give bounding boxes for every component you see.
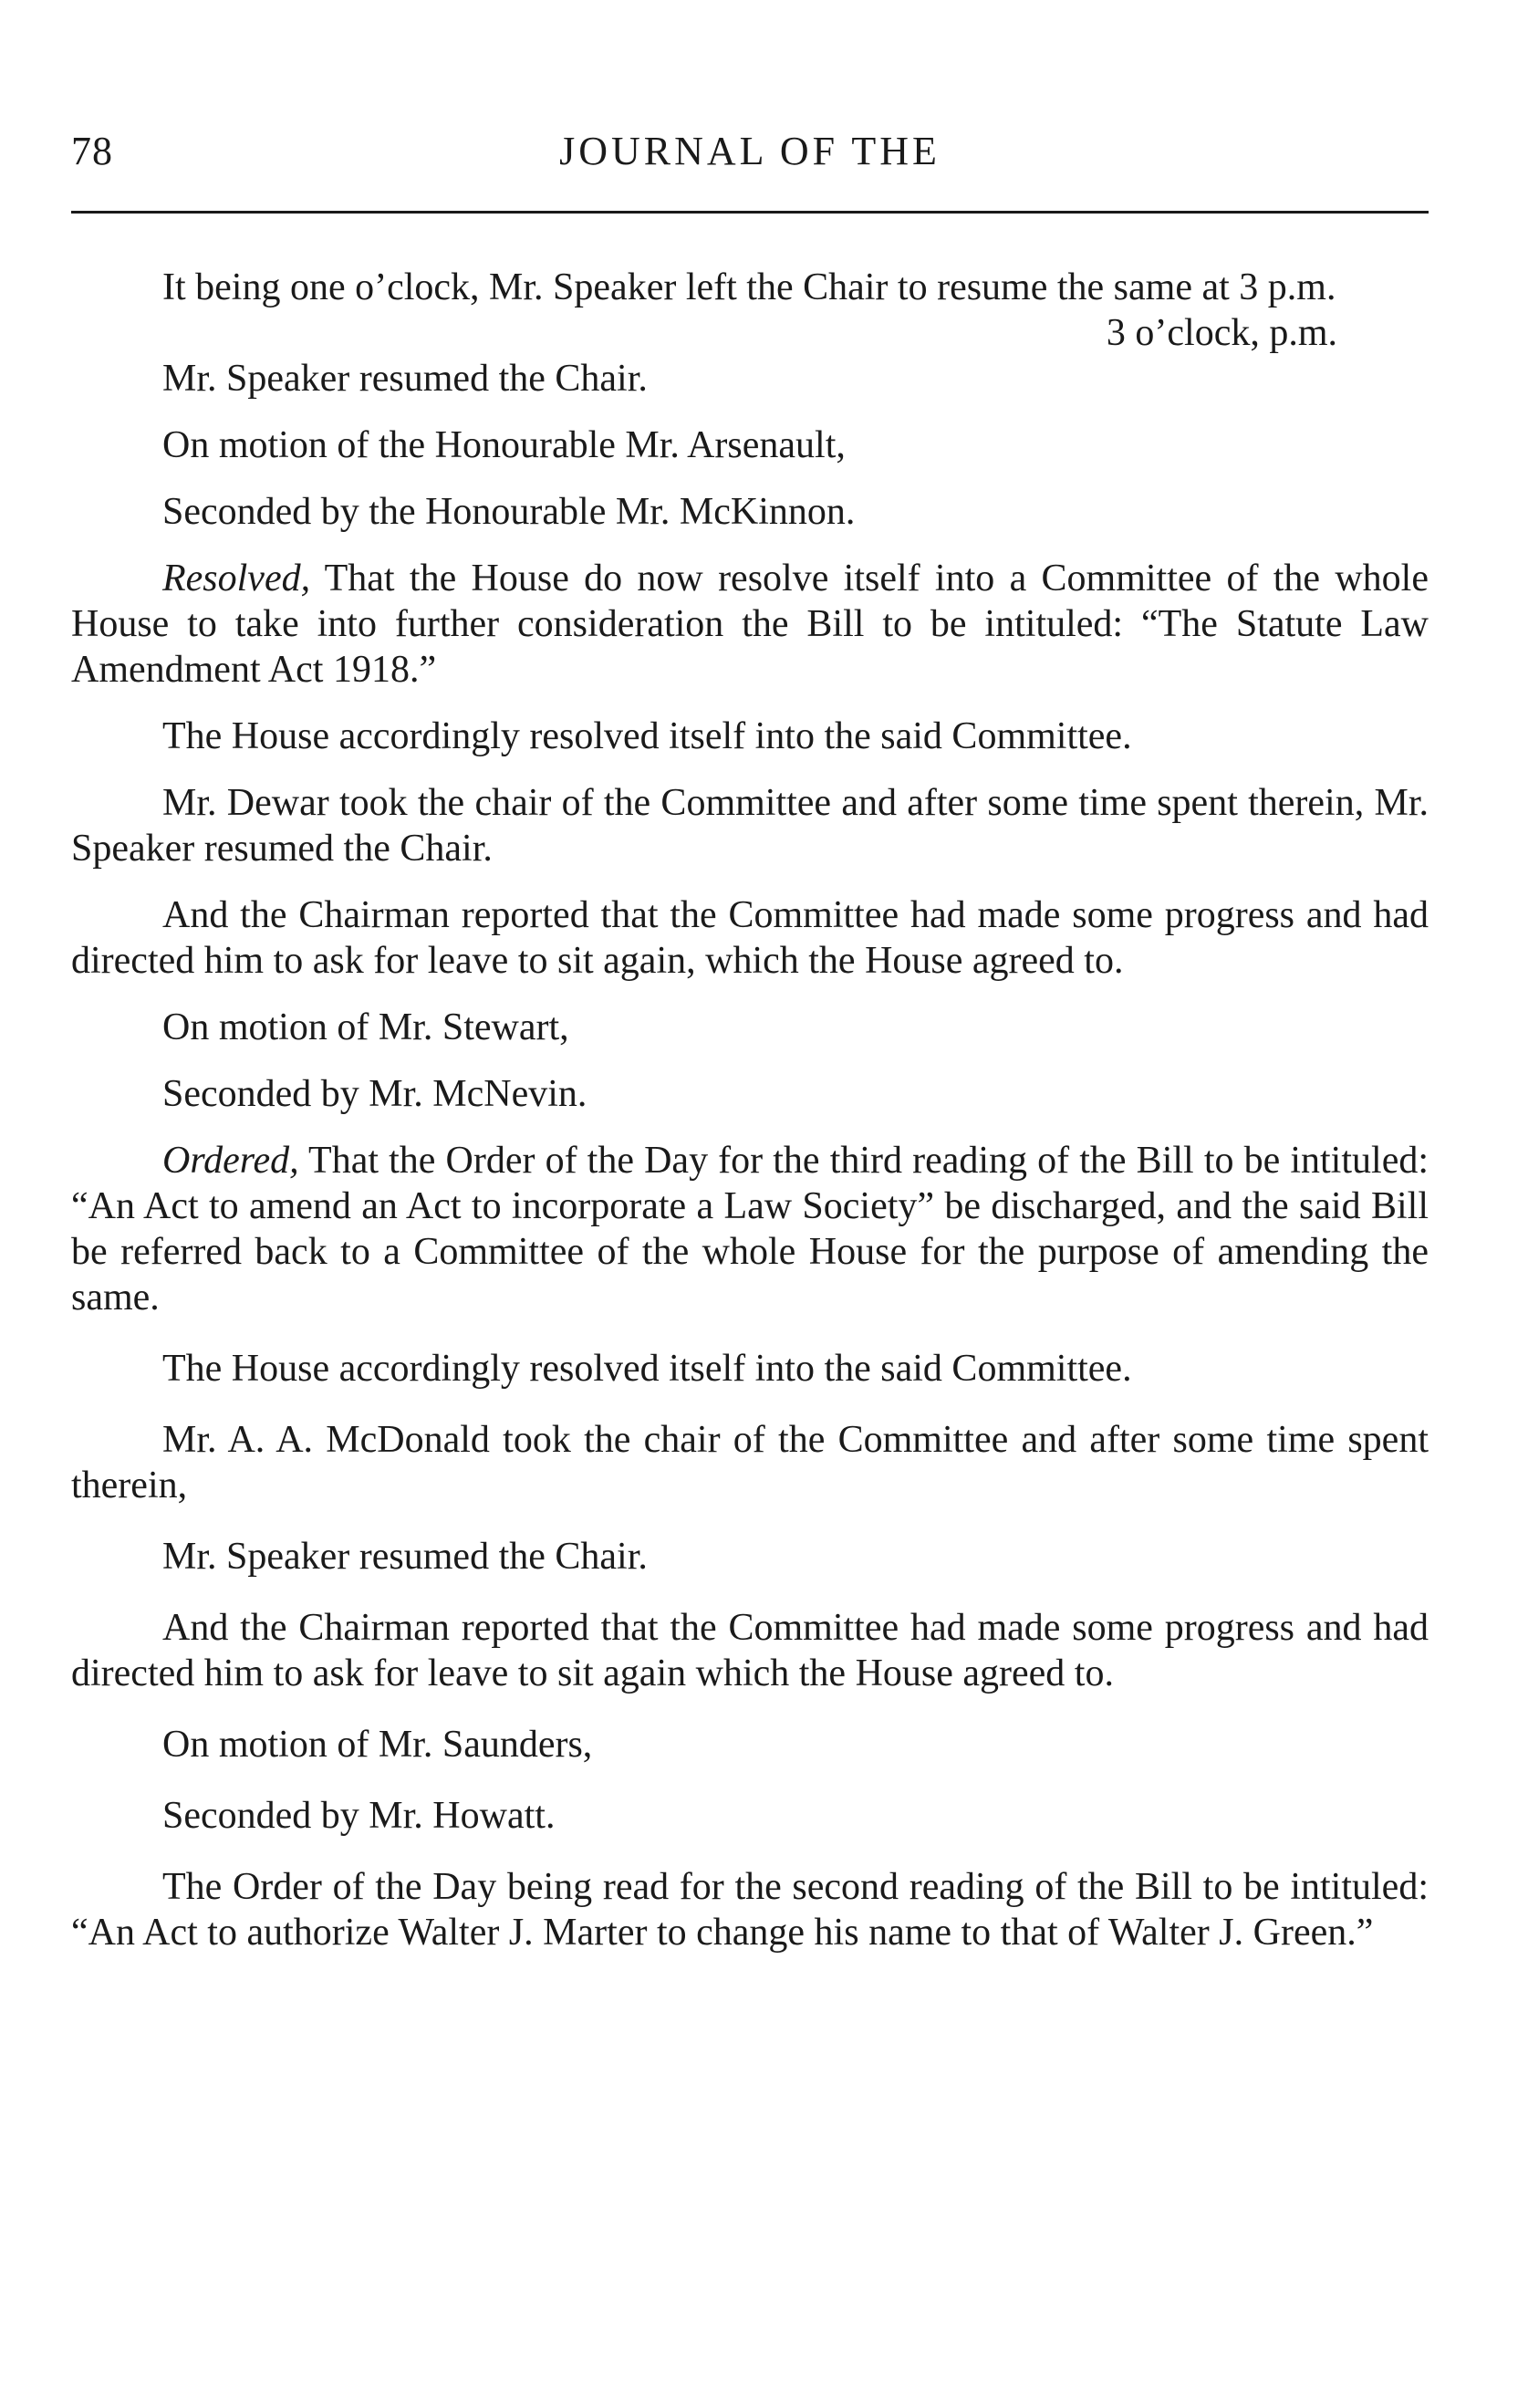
paragraph-dewar-chair: Mr. Dewar took the chair of the Committee and after some time spent therein, Mr. Speaker resumed the Chair. [71,782,1429,870]
paragraph-speaker-resumed: Mr. Speaker resumed the Chair. [162,358,648,400]
ordered-text: That the Order of the Day for the third reading of the Bill to be intituled: “An Act to amend an Act to incorporate a Law Society” be discharged, and the said Bill be referred back to a Committee of the whole House for the purpose of amending the same. [71,1140,1429,1319]
paragraph-seconded-mcnevin: Seconded by Mr. McNevin. [162,1073,587,1115]
journal-body [71,265,1429,1955]
paragraph-house-resolved: The House accordingly resolved itself into the said Committee. [162,715,1132,757]
page-number: 78 [71,129,113,173]
paragraph-house-resolved-2: The House accordingly resolved itself into the said Committee. [162,1348,1132,1390]
paragraph-motion-stewart: On motion of Mr. Stewart, [162,1006,569,1048]
page-header [71,128,1429,182]
paragraph-adjournment: It being one o’clock, Mr. Speaker left the Chair to resume the same at 3 p.m. [162,266,1336,308]
paragraph-chairman-reported-2: And the Chairman reported that the Committee had made some progress and had directed him to ask for leave to sit again which the House agreed to. [71,1607,1429,1694]
paragraph-ordered [71,1138,1429,1320]
paragraph-motion-arsenault: On motion of the Honourable Mr. Arsenault, [162,424,846,466]
header-rule [71,211,1429,214]
paragraph-seconded-mckinnon: Seconded by the Honourable Mr. McKinnon. [162,491,856,533]
paragraph-resolved [71,556,1429,693]
resolved-label: Resolved, [162,558,311,599]
paragraph-chairman-reported: And the Chairman reported that the Committee had made some progress and had directed him to ask for leave to sit again, which the House agreed to. [71,894,1429,982]
paragraph-order-of-day: The Order of the Day being read for the second reading of the Bill to be intituled: “An Act to authorize Walter J. Marter to change his name to that of Walter J. Green.” [71,1866,1429,1954]
time-heading: 3 o’clock, p.m. [1106,312,1337,354]
paragraph-speaker-resumed-2: Mr. Speaker resumed the Chair. [162,1536,648,1578]
paragraph-mcdonald-chair: Mr. A. A. McDonald took the chair of the Committee and after some time spent therein, [71,1419,1429,1506]
resolved-text: That the House do now resolve itself into a Committee of the whole House to take into further consideration the Bill to be intituled: “The Statute Law Amendment Act 1918.” [71,558,1429,691]
ordered-label: Ordered, [162,1140,299,1182]
paragraph-motion-saunders: On motion of Mr. Saunders, [162,1724,593,1766]
paragraph-seconded-howatt: Seconded by Mr. Howatt. [162,1795,556,1837]
running-head: JOURNAL OF THE [559,129,941,173]
